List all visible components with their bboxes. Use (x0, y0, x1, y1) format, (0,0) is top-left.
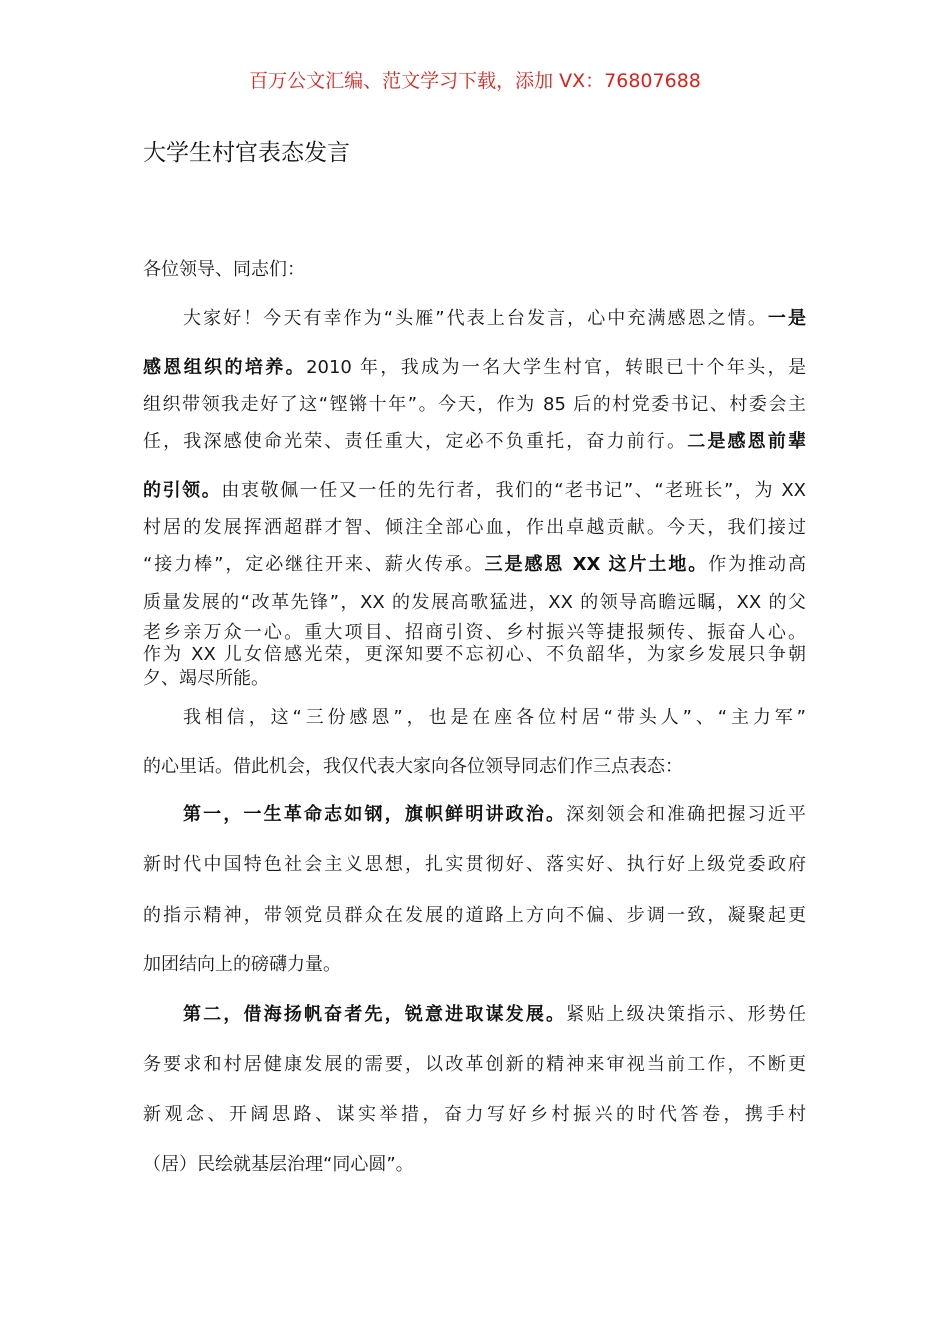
text-line (143, 354, 806, 382)
text-line: 我相信，这“三份感恩”，也是在座各位村居“带头人”、“主力军” (183, 707, 806, 728)
text-line: （居）民绘就基层治理“同心圆”。 (143, 1154, 414, 1175)
text-line: 夕、竭尽所能。 (143, 668, 269, 689)
text-line: 加团结向上的磅礴力量。 (143, 954, 341, 975)
bold-heading: 二是感恩前辈 (687, 431, 806, 452)
text-line (183, 1001, 806, 1029)
text-line: 务要求和村居健康发展的需要，以改革创新的精神来审视当前工作，不断更 (143, 1054, 806, 1075)
text-line: 作为 XX 儿女倍感光荣，更深知要不忘初心、不负韶华，为家乡发展只争朝 (143, 644, 806, 665)
text-line: 老乡亲万众一心。重大项目、招商引资、乡村振兴等捷报频传、振奋人心。 (143, 622, 806, 643)
text-span: 作为推动高 (708, 554, 806, 575)
text-line: 的心里话。借此机会，我仅代表大家向各位领导同志们作三点表态： (143, 756, 683, 777)
bold-heading: 三是感恩 XX 这片土地。 (484, 554, 709, 575)
bold-heading: 一是 (767, 308, 806, 329)
text-line: 的指示精神，带领党员群众在发展的道路上方向不偏、步调一致，凝聚起更 (143, 905, 806, 926)
text-line: 村居的发展挥洒超群才智、倾注全部心血，作出卓越贡献。今天，我们接过 (143, 517, 806, 538)
text-span: 大家好！今天有幸作为“头雁”代表上台发言，心中充满感恩之情。 (183, 308, 768, 329)
bold-heading: 的引领。 (143, 480, 222, 501)
bold-heading: 第二，借海扬帆奋者先，锐意进取谋发展。 (183, 1004, 567, 1025)
text-line (143, 428, 806, 456)
text-line: 质量发展的“改革先锋”，XX 的发展高歌猛进，XX 的领导高瞻远瞩，XX 的父 (143, 592, 806, 613)
text-line (143, 477, 806, 505)
bold-heading: 第一，一生革命志如钢，旗帜鲜明讲政治。 (183, 804, 567, 825)
text-line (143, 551, 806, 579)
text-line (183, 801, 806, 829)
text-line (183, 305, 806, 333)
text-span: 深刻领会和准确把握习近平 (566, 804, 807, 825)
bold-heading: 感恩组织的培养。 (143, 357, 307, 378)
text-line: 新观念、开阔思路、谋实举措，奋力写好乡村振兴的时代答卷，携手村 (143, 1104, 806, 1125)
text-span: 任，我深感使命光荣、责任重大，定必不负重托，奋力前行。 (143, 431, 688, 452)
salutation: 各位领导、同志们： (143, 259, 305, 280)
text-line: 组织带领我走好了这“铿锵十年”。今天，作为 85 后的村党委书记、村委会主 (143, 394, 806, 415)
header-banner: 百万公文汇编、范文学习下载，添加 VX：76807688 (249, 70, 701, 92)
text-span: 由衷敬佩一任又一任的先行者，我们的“老书记”、“老班长”，为 XX (221, 480, 807, 501)
text-span: 2010 年，我成为一名大学生村官，转眼已十个年头，是 (306, 357, 807, 378)
text-line: 新时代中国特色社会主义思想，扎实贯彻好、落实好、执行好上级党委政府 (143, 854, 806, 875)
text-span: “接力棒”，定必继往开来、薪火传承。 (143, 554, 485, 575)
document-title: 大学生村官表态发言 (143, 140, 350, 166)
text-span: 紧贴上级决策指示、形势任 (566, 1004, 807, 1025)
